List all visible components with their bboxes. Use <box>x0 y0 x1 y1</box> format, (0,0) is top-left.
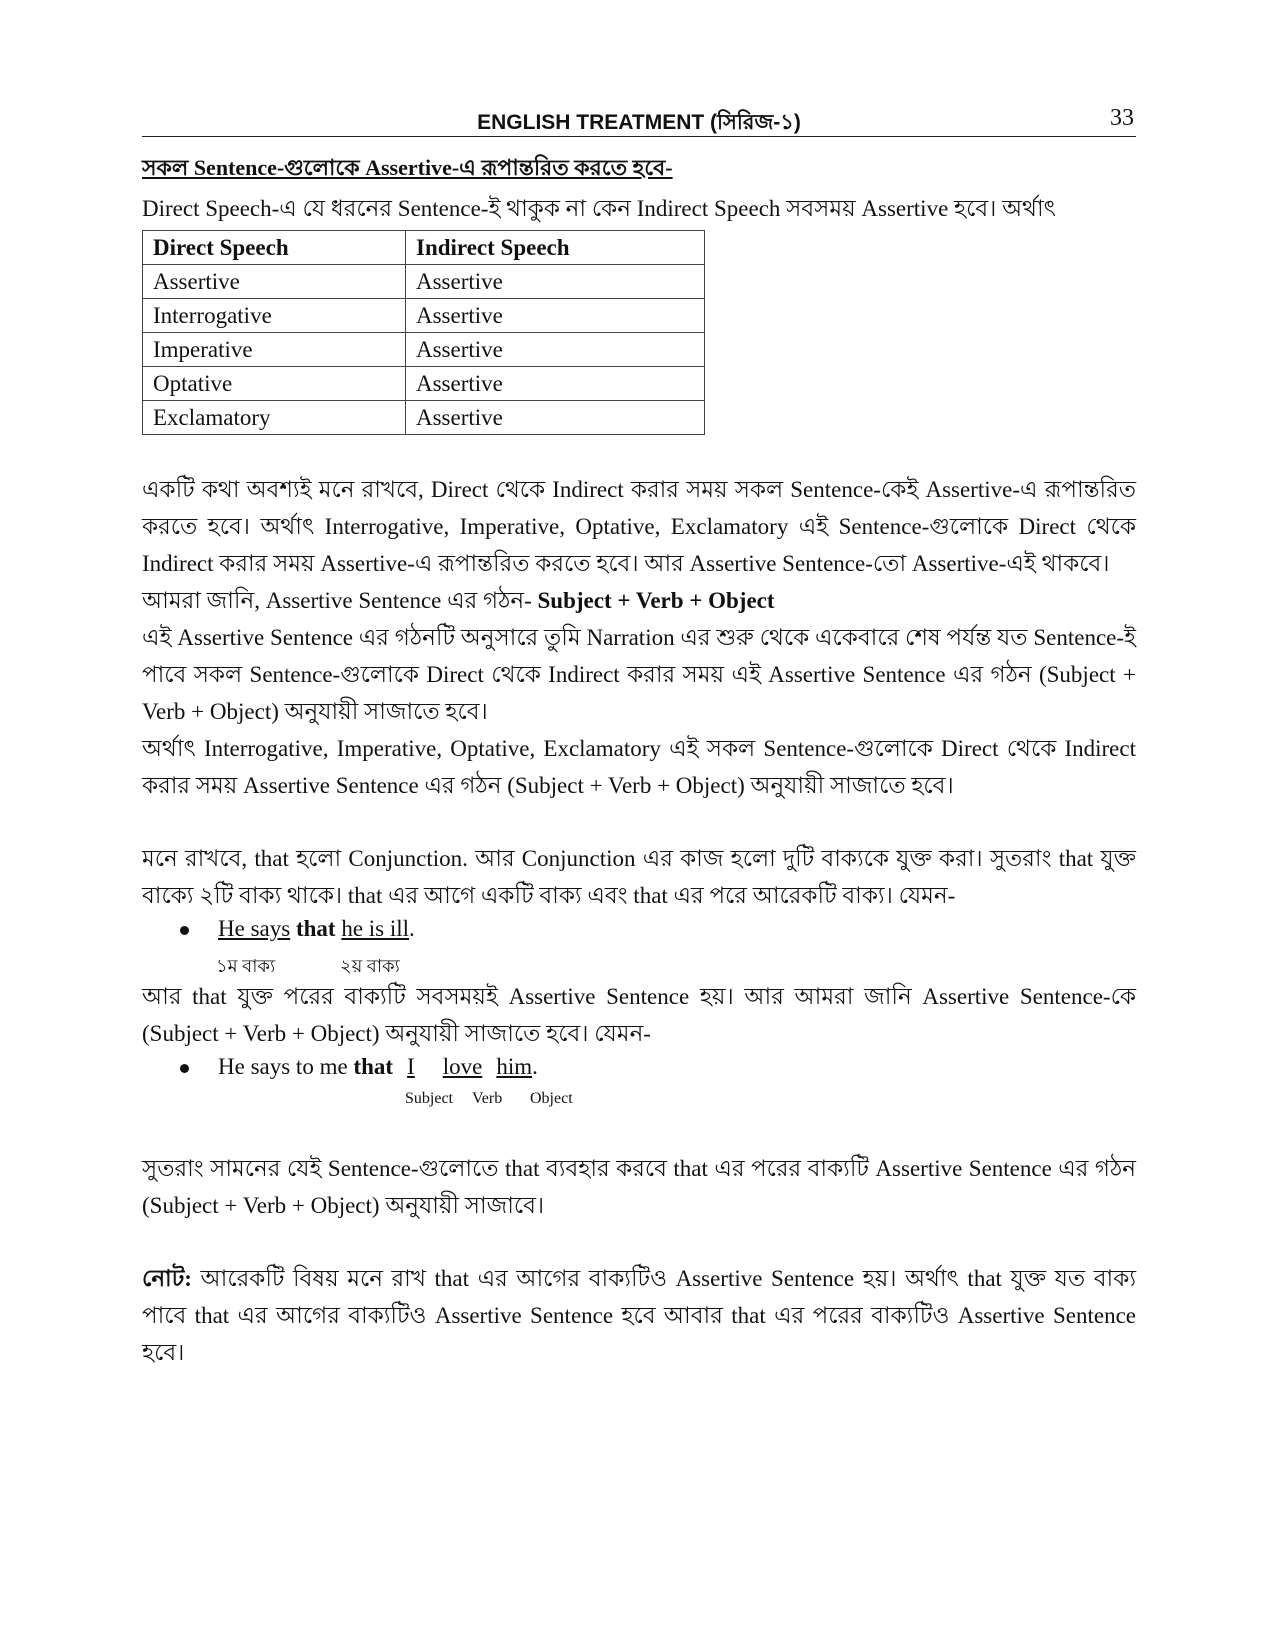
example-2-end: . <box>532 1054 538 1079</box>
table-cell: Imperative <box>143 333 406 367</box>
table-row <box>143 401 705 435</box>
example-1-that: that <box>295 916 336 941</box>
page-header <box>142 100 1136 137</box>
table-cell: Optative <box>143 367 406 401</box>
example-2-subject: I <box>407 1054 415 1079</box>
bullet-icon <box>180 1064 189 1073</box>
example-1-sentence <box>218 916 415 942</box>
table-cell: Assertive <box>406 333 705 367</box>
table-row <box>143 333 705 367</box>
table-cell: Interrogative <box>143 299 406 333</box>
table-header-direct: Direct Speech <box>143 231 406 265</box>
bullet-icon <box>180 926 189 935</box>
table-cell: Assertive <box>406 265 705 299</box>
example-2-labels <box>142 1088 1136 1116</box>
example-1 <box>142 916 1136 950</box>
table-cell: Assertive <box>406 299 705 333</box>
paragraph-3: এই Assertive Sentence এর গঠনটি অনুসারে তুমি Narration এর শুরু থেকে একেবারে শেষ পর্যন্ত যত Sentence-ই পাবে সকল Sentence-গুলোকে Direct থেকে Indirect করার সময় এই Assertive Sentence এর গঠন (Subject + Verb + Object) অনুযায়ী সাজাতে হবে। <box>142 625 1136 724</box>
page-number: 33 <box>1110 105 1134 131</box>
example-1-labels <box>142 950 1136 978</box>
paragraph-6: আর that যুক্ত পরের বাক্যটি সবসময়ই Assertive Sentence হয়। আর আমরা জানি Assertive Sentence-কে (Subject + Verb + Object) অনুযায়ী সাজাতে হবে। যেমন- <box>142 984 1136 1046</box>
note-text: আরেকটি বিষয় মনে রাখ that এর আগের বাক্যটিও Assertive Sentence হয়। অর্থাৎ that যুক্ত যত বাক্য পাবে that এর আগের বাক্যটিও Assertive Sentence হবে আবার that এর পরের বাক্যটিও Assertive Sentence হবে। <box>142 1266 1136 1365</box>
note-paragraph <box>142 1260 1136 1371</box>
paragraph-1: একটি কথা অবশ্যই মনে রাখবে, Direct থেকে Indirect করার সময় সকল Sentence-কেই Assertive-এ রূপান্তরিত করতে হবে। অর্থাৎ Interrogative, Imperative, Optative, Exclamatory এই Sentence-গুলোকে Direct থেকে Indirect করার সময় Assertive-এ রূপান্তরিত করতে হবে। আর Assertive Sentence-তো Assertive-এই থাকবে। <box>142 477 1136 576</box>
table-cell: Assertive <box>143 265 406 299</box>
example-2-sentence <box>218 1054 538 1080</box>
example-2-object: him <box>496 1054 533 1079</box>
example-2-prefix: He says to me <box>218 1054 348 1079</box>
table-cell: Assertive <box>406 367 705 401</box>
paragraph-5: মনে রাখবে, that হলো Conjunction. আর Conjunction এর কাজ হলো দুটি বাক্যকে যুক্ত করা। সুতরাং that যুক্ত বাক্যে ২টি বাক্য থাকে। that এর আগে একটি বাক্য এবং that এর পরে আরেকটি বাক্য। যেমন- <box>142 846 1136 908</box>
paragraph-2 <box>142 582 1136 619</box>
document-page <box>142 100 1136 1371</box>
label-first-sentence: ১ম বাক্য <box>216 956 276 976</box>
example-2 <box>142 1054 1136 1088</box>
label-object: Object <box>530 1090 573 1107</box>
paragraph-7: সুতরাং সামনের যেই Sentence-গুলোতে that ব্যবহার করবে that এর পরের বাক্যটি Assertive Sentence এর গঠন (Subject + Verb + Object) অনুযায়ী সাজাবে। <box>142 1156 1136 1218</box>
example-1-part2: he is ill <box>341 916 410 941</box>
label-verb: Verb <box>472 1090 503 1107</box>
section-heading: সকল Sentence-গুলোকে Assertive-এ রূপান্তরিত করতে হবে- <box>142 155 673 180</box>
intro-line: Direct Speech-এ যে ধরনের Sentence-ই থাকুক না কেন Indirect Speech সবসময় Assertive হবে। অর্থাৎ <box>142 196 1056 221</box>
table-row <box>143 265 705 299</box>
speech-table <box>142 230 705 435</box>
example-1-part1: He says <box>218 916 291 941</box>
example-1-end: . <box>409 916 415 941</box>
table-header-row <box>143 231 705 265</box>
paragraph-2-prefix: আমরা জানি, Assertive Sentence এর গঠন- <box>142 588 538 613</box>
table-row <box>143 367 705 401</box>
table-header-indirect: Indirect Speech <box>406 231 705 265</box>
note-label: নোট: <box>142 1266 192 1291</box>
paragraph-4: অর্থাৎ Interrogative, Imperative, Optative, Exclamatory এই সকল Sentence-গুলোকে Direct থেকে Indirect করার সময় Assertive Sentence এর গঠন (Subject + Verb + Object) অনুযায়ী সাজাতে হবে। <box>142 736 1136 798</box>
table-cell: Exclamatory <box>143 401 406 435</box>
table-row <box>143 299 705 333</box>
assertive-structure: Subject + Verb + Object <box>537 588 775 613</box>
label-second-sentence: ২য় বাক্য <box>340 956 400 976</box>
table-cell: Assertive <box>406 401 705 435</box>
example-2-verb: love <box>442 1054 483 1079</box>
header-title: ENGLISH TREATMENT (সিরিজ-১) <box>477 111 801 134</box>
label-subject: Subject <box>405 1090 453 1107</box>
example-2-that: that <box>353 1054 394 1079</box>
